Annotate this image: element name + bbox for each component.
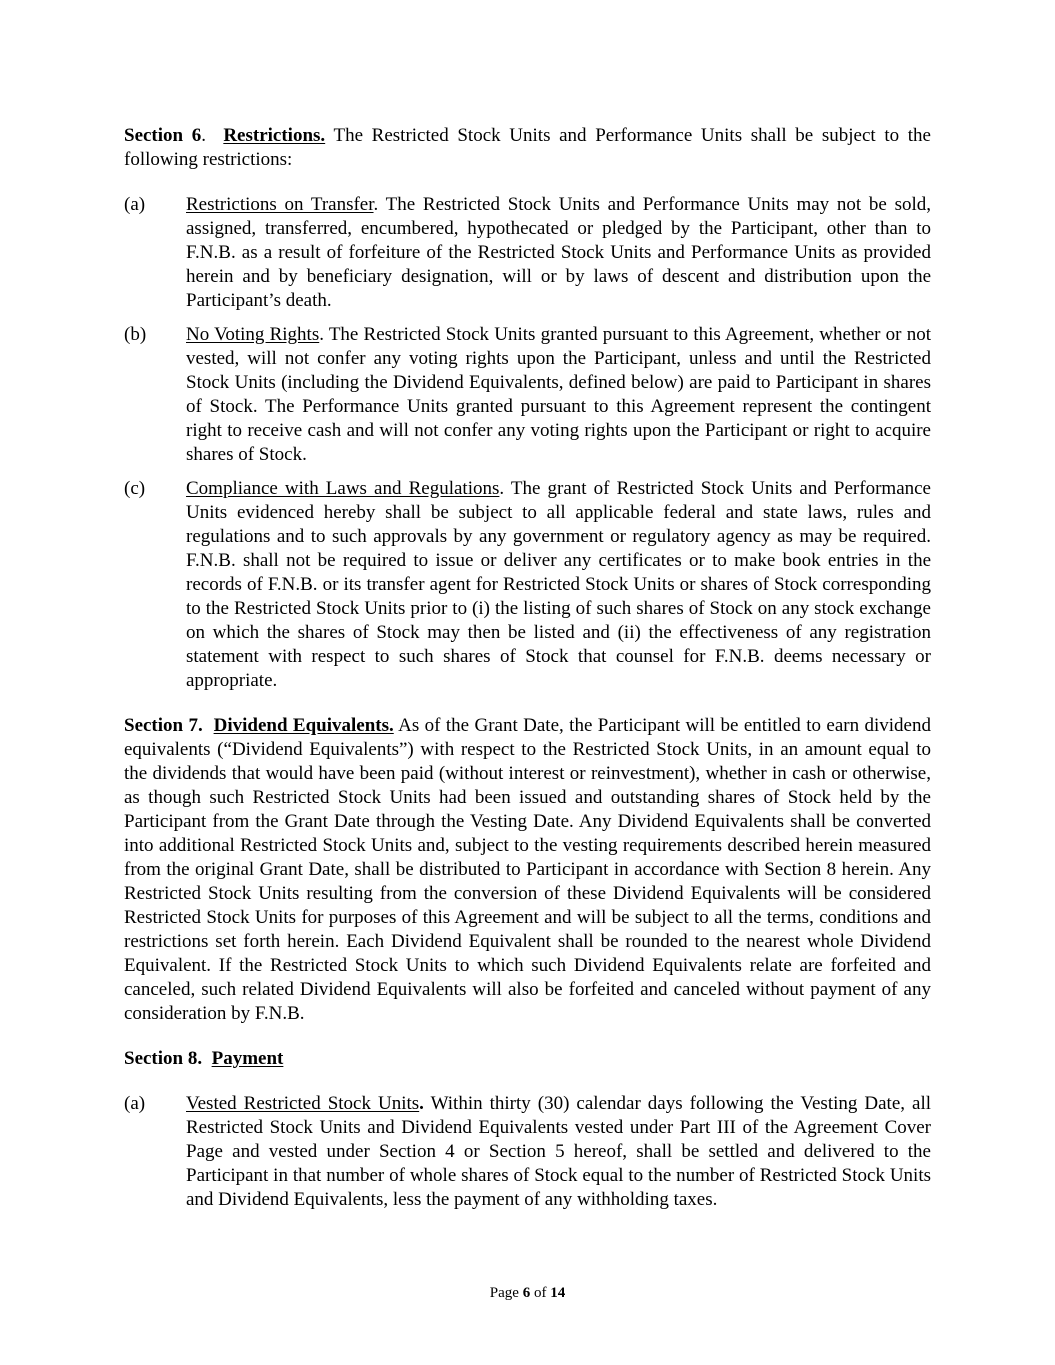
section-7-heading: Section 7. bbox=[124, 715, 203, 736]
section-8-title: Payment bbox=[211, 1048, 284, 1069]
section-8-item-a bbox=[124, 1092, 931, 1212]
item-title: Vested Restricted Stock Units bbox=[186, 1093, 420, 1114]
footer-of: of bbox=[530, 1285, 551, 1301]
footer-prefix: Page bbox=[489, 1285, 523, 1301]
item-label: (c) bbox=[124, 478, 146, 499]
section-6-item-b bbox=[124, 323, 931, 467]
item-title: Compliance with Laws and Regulations bbox=[186, 478, 500, 499]
section-7-text: As of the Grant Date, the Participant will be entitled to earn dividend equivalents (“Dividend Equivalents”) with respect to the Restricted Stock Units, in an amount equal to the dividends that would have been paid (without interest or reinvestment), whether in cash or otherwise, as though such Restricted Stock Units had been issued and outstanding shares of Stock held by the Participant from the Grant Date through the Vesting Date. Any Dividend Equivalents shall be converted into additional Restricted Stock Units and, subject to the vesting requirements described herein measured from the original Grant Date, shall be distributed to Participant in accordance with Section 8 herein. Any Restricted Stock Units resulting from the conversion of these Dividend Equivalents will be considered Restricted Stock Units for purposes of this Agreement and will be subject to all the terms, conditions and restrictions set forth herein. Each Dividend Equivalent shall be rounded to the nearest whole Dividend Equivalent. If the Restricted Stock Units to which such Dividend Equivalents relate are forfeited and canceled, such related Dividend Equivalents will also be forfeited and canceled without payment of any consideration by F.N.B. bbox=[124, 715, 931, 1024]
item-text: . The grant of Restricted Stock Units and Performance Units evidenced hereby shall be subject to all applicable federal and state laws, rules and regulations and to such approvals by any government or regulatory agency as may be required. F.N.B. shall not be required to issue or deliver any certificates or to make book entries in the records of F.N.B. or its transfer agent for Restricted Stock Units or shares of Stock corresponding to the Restricted Stock Units prior to (i) the listing of such shares of Stock on any stock exchange on which the shares of Stock may then be listed and (ii) the effectiveness of any registration statement with respect to such shares of Stock that counsel for F.N.B. deems necessary or appropriate. bbox=[186, 478, 931, 691]
page-footer bbox=[0, 1283, 1055, 1303]
section-6-intro-text: The Restricted Stock Units and Performance Units shall be subject to the following restrictions: bbox=[124, 125, 931, 170]
item-title: No Voting Rights bbox=[186, 324, 320, 345]
item-text: Within thirty (30) calendar days following the Vesting Date, all Restricted Stock Units and Dividend Equivalents vested under Part III of the Agreement Cover Page and vested under Section 4 or Section 5 hereof, shall be settled and delivered to the Participant in that number of whole shares of Stock equal to the number of Restricted Stock Units and Dividend Equivalents, less the payment of any withholding taxes. bbox=[186, 1093, 932, 1210]
page-content bbox=[124, 124, 931, 1222]
item-label: (a) bbox=[124, 194, 146, 215]
section-7-title: Dividend Equivalents. bbox=[213, 715, 394, 736]
item-label: (a) bbox=[124, 1093, 146, 1114]
section-6-heading: Section 6 bbox=[124, 125, 202, 146]
section-7-paragraph bbox=[124, 714, 931, 1026]
section-8-heading: Section 8. bbox=[124, 1048, 203, 1069]
section-6-item-c bbox=[124, 477, 931, 693]
item-title-end: . bbox=[419, 1093, 424, 1114]
section-6-title: Restrictions. bbox=[223, 125, 326, 146]
section-6-intro: Section 6. Restrictions. The Restricted Stock Units and Performance Units shall be subject to the following restrictions: bbox=[124, 125, 931, 170]
section-6-item-a bbox=[124, 193, 931, 313]
item-text: . The Restricted Stock Units and Performance Units may not be sold, assigned, transferred, encumbered, hypothecated or pledged by the Participant, other than to F.N.B. as a result of forfeiture of the Restricted Stock Units and Performance Units as provided herein and by beneficiary designation, will or by laws of descent and distribution upon the Participant’s death. bbox=[186, 194, 931, 311]
section-8-heading-line bbox=[124, 1047, 931, 1071]
item-text: . The Restricted Stock Units granted pursuant to this Agreement, whether or not vested, will not confer any voting rights upon the Participant, unless and until the Restricted Stock Units (including the Dividend Equivalents, defined below) are paid to Participant in shares of Stock. The Performance Units granted pursuant to this Agreement represent the contingent right to receive cash and will not confer any voting rights upon the Participant or right to acquire shares of Stock. bbox=[186, 324, 931, 465]
item-label: (b) bbox=[124, 324, 147, 345]
footer-total-pages: 14 bbox=[550, 1285, 566, 1301]
footer-current-page: 6 bbox=[522, 1285, 531, 1301]
item-title: Restrictions on Transfer bbox=[186, 194, 374, 215]
